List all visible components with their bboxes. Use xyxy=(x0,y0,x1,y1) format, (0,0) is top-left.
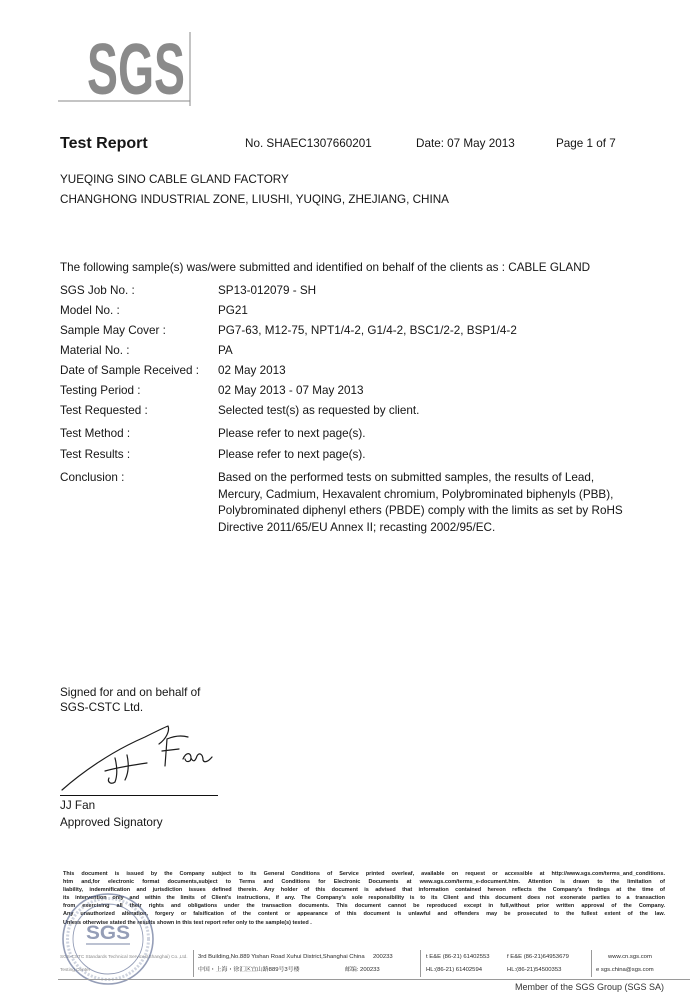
address-company: SGS-CSTC Standards Technical Services(Shanghai) Co.,Ltd. xyxy=(60,954,188,959)
disclaimer-line: Unless otherwise stated the results shown in this test report refer only to the sample(s) tested . xyxy=(63,919,312,926)
signature-j1-stroke xyxy=(108,758,116,783)
conclusion-text xyxy=(218,470,623,537)
signatory-name: JJ Fan xyxy=(60,799,96,812)
client-name: YUEQING SINO CABLE GLAND FACTORY xyxy=(60,173,289,186)
address-separator xyxy=(193,950,194,977)
signature-j2-stroke xyxy=(125,755,128,780)
handwritten-signature xyxy=(55,722,220,797)
field-value: 02 May 2013 - 07 May 2013 xyxy=(218,384,364,397)
field-value: SP13-012079 - SH xyxy=(218,284,317,297)
sgs-group-membership: Member of the SGS Group (SGS SA) xyxy=(515,982,665,992)
field-label: Test Requested : xyxy=(60,404,148,417)
field-value: PG21 xyxy=(218,304,248,317)
field-row-test-method xyxy=(60,427,660,441)
field-row-model-no xyxy=(60,304,660,318)
signatory-title: Approved Signatory xyxy=(60,816,163,829)
field-row-material-no xyxy=(60,344,660,358)
conclusion-label: Conclusion : xyxy=(60,471,125,484)
disclaimer-line: from exercising all their rights and obligations under the transaction documents. This document cannot be reproduced except in full,without prior written approval of the Company. xyxy=(63,903,665,910)
field-row-test-requested xyxy=(60,404,660,418)
field-row-testing-period xyxy=(60,384,660,398)
client-address: CHANGHONG INDUSTRIAL ZONE, LIUSHI, YUQING, ZHEJIANG, CHINA xyxy=(60,193,449,206)
address-street-en: 3rd Building,No.889 Yishan Road Xuhui District,Shanghai China xyxy=(198,954,365,960)
signed-for-text: Signed for and on behalf of xyxy=(60,686,201,699)
company-seal-stamp xyxy=(58,891,158,987)
signature-an-stroke xyxy=(183,754,212,762)
field-label: Material No. : xyxy=(60,344,130,357)
signature-f-stroke xyxy=(162,736,188,766)
field-value: 02 May 2013 xyxy=(218,364,286,377)
report-title: Test Report xyxy=(60,135,148,152)
field-value: Please refer to next page(s). xyxy=(218,448,366,461)
address-hotline-2: HL:(86-21)54500353 xyxy=(507,967,562,973)
field-label: SGS Job No. : xyxy=(60,284,135,297)
disclaimer-line: This document is issued by the Company subject to its General Conditions of Service printed overleaf, available on request or accessible at http://www.sgs.com/terms_and_conditions. xyxy=(63,871,665,877)
disclaimer-line: htm and,for electronic format documents,subject to Terms and Conditions for Electronic Documents at www.sgs.com/terms_e-document.htm. Attention is drawn to the limitation of xyxy=(63,879,665,886)
sgs-logo xyxy=(55,28,200,110)
address-separator xyxy=(420,950,421,977)
address-postcode-en: 200233 xyxy=(373,954,393,960)
signature-cross-stroke xyxy=(105,763,147,771)
page-number: Page 1 of 7 xyxy=(556,137,616,150)
address-center: Testing Center xyxy=(60,967,91,972)
address-postcode-cn: 邮编: 200233 xyxy=(345,967,380,973)
disclaimer-line: liability, indemnification and jurisdiction issues defined therein. Any holder of this document is advised that information contained hereon reflects the Company's findings at the time of xyxy=(63,887,665,894)
address-telephone: t E&E (86-21) 61402553 xyxy=(426,954,490,960)
address-fax: f E&E (86-21)64953679 xyxy=(507,954,569,960)
address-street-cn: 中国・上海・徐汇区宜山路889号3号楼 xyxy=(198,967,300,973)
address-email: e sgs.china@sgs.com xyxy=(596,967,654,973)
field-label: Model No. : xyxy=(60,304,120,317)
field-row-sample-cover xyxy=(60,324,660,338)
signature-line xyxy=(60,795,218,796)
conclusion-line: Directive 2011/65/EU Annex II; recasting 2002/95/EC. xyxy=(218,521,496,535)
field-row-job-no xyxy=(60,284,660,298)
field-label: Testing Period : xyxy=(60,384,141,397)
seal-wordmark: SGS xyxy=(86,923,130,944)
sample-intro: The following sample(s) was/were submitted and identified on behalf of the clients as : CABLE GLAND xyxy=(60,261,591,274)
address-hotline-1: HL:(86-21) 61402594 xyxy=(426,967,483,973)
conclusion-line: Mercury, Cadmium, Hexavalent chromium, Polybrominated biphenyls (PBB), xyxy=(218,487,614,501)
field-value: PA xyxy=(218,344,233,357)
disclaimer-line: its intervention only and within the limits of Client's instructions, if any. The Company's sole responsibility is to its Client and this document does not exonerate parties to a transaction xyxy=(63,895,665,902)
conclusion-line: Based on the performed tests on submitted samples, the results of Lead, xyxy=(218,471,595,484)
disclaimer-line: Any unauthorized alteration, forgery or falsification of the content or appearance of this document is unlawful and offenders may be prosecuted to the fullest extent of the law. xyxy=(63,911,665,918)
signing-company: SGS-CSTC Ltd. xyxy=(60,701,144,714)
field-label: Sample May Cover : xyxy=(60,324,166,337)
field-value: Please refer to next page(s). xyxy=(218,427,366,440)
field-value: PG7-63, M12-75, NPT1/4-2, G1/4-2, BSC1/2-2, BSP1/4-2 xyxy=(218,324,517,337)
field-row-date-received xyxy=(60,364,660,378)
footer-rule xyxy=(58,979,690,980)
field-row-test-results xyxy=(60,448,660,462)
field-label: Test Results : xyxy=(60,448,131,461)
field-value: Selected test(s) as requested by client. xyxy=(218,404,420,417)
conclusion-line: Polybrominated diphenyl ethers (PBDE) comply with the limits as set by RoHS xyxy=(218,504,623,518)
field-label: Test Method : xyxy=(60,427,131,440)
field-label: Date of Sample Received : xyxy=(60,364,200,377)
logo-wordmark: SGS xyxy=(87,30,185,110)
address-separator xyxy=(591,950,592,977)
report-number: No. SHAEC1307660201 xyxy=(245,137,372,150)
report-date: Date: 07 May 2013 xyxy=(416,137,515,150)
address-website: www.cn.sgs.com xyxy=(608,954,652,960)
